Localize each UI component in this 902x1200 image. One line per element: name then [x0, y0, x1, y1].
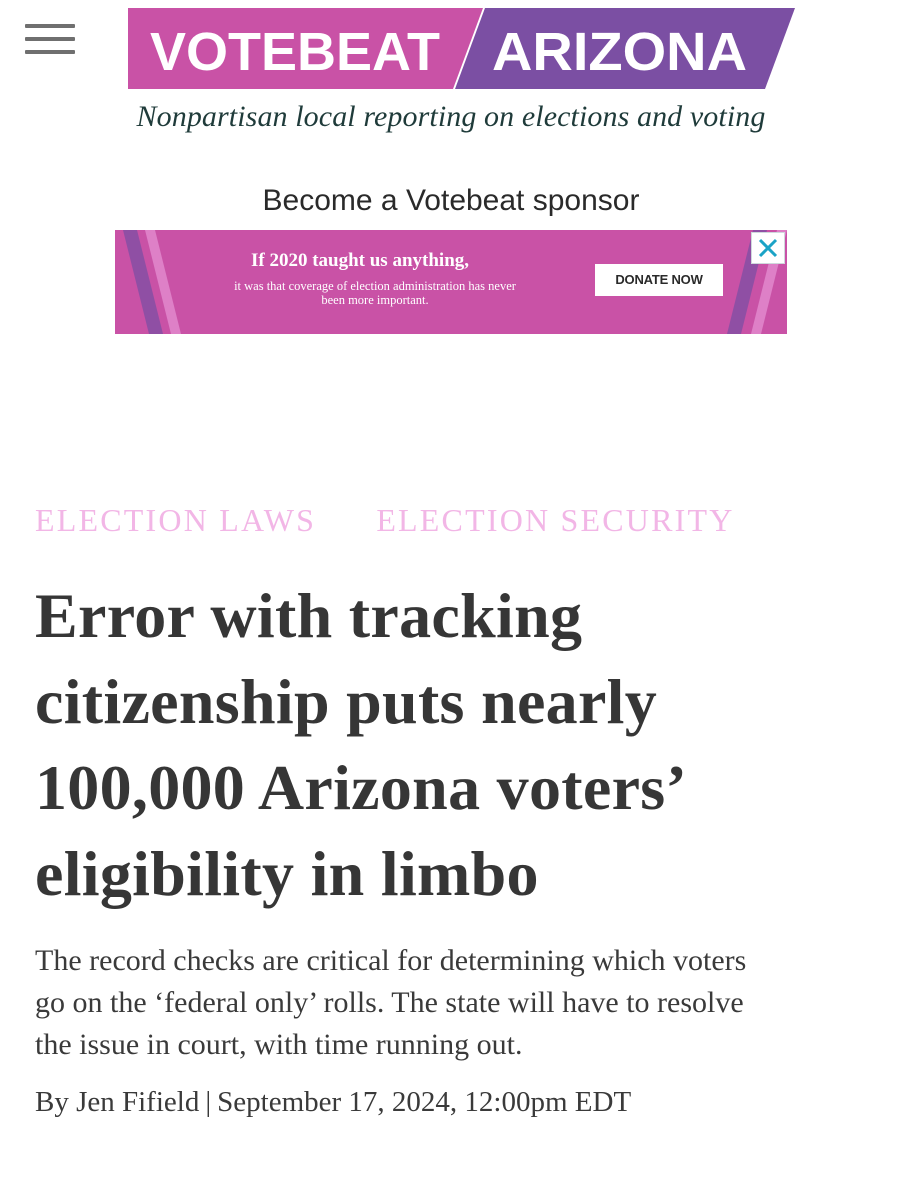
- dek-line: The record checks are critical for determining which voters: [35, 944, 747, 977]
- byline-separator: |: [205, 1086, 212, 1118]
- site-tagline: Nonpartisan local reporting on elections and voting: [136, 100, 766, 133]
- menu-bar: [25, 37, 75, 41]
- byline-author[interactable]: By Jen Fifield: [35, 1086, 200, 1118]
- headline-line: 100,000 Arizona voters’: [35, 752, 688, 823]
- dek-line: the issue in court, with time running out.: [35, 1028, 523, 1061]
- menu-bar: [25, 50, 75, 54]
- donate-now-button[interactable]: DONATE NOW: [595, 264, 723, 296]
- category-link-election-laws[interactable]: ELECTION LAWS: [35, 502, 317, 538]
- dek-line: go on the ‘federal only’ rolls. The state will have to resolve: [35, 986, 744, 1019]
- headline-line: eligibility in limbo: [35, 838, 539, 909]
- article-headline: [35, 573, 875, 917]
- logo-word-arizona: ARIZONA: [492, 22, 747, 82]
- ad-body-text: [175, 279, 575, 307]
- category-link-election-security[interactable]: ELECTION SECURITY: [376, 502, 735, 538]
- article-byline: [35, 1086, 875, 1119]
- donate-ad-banner[interactable]: [115, 230, 787, 334]
- ad-body-line: been more important.: [321, 293, 429, 307]
- ad-body-line: it was that coverage of election administration has never: [234, 279, 516, 293]
- menu-bar: [25, 24, 75, 28]
- sponsor-label: Become a Votebeat sponsor: [262, 184, 640, 217]
- headline-line: Error with tracking: [35, 580, 583, 651]
- logo-word-votebeat: VOTEBEAT: [150, 22, 441, 82]
- ad-headline: If 2020 taught us anything,: [250, 250, 470, 271]
- hamburger-menu-icon[interactable]: [25, 24, 75, 56]
- byline-date: September 17, 2024, 12:00pm EDT: [217, 1086, 632, 1118]
- close-icon[interactable]: [751, 232, 785, 264]
- article-categories: [35, 502, 875, 539]
- votebeat-arizona-logo[interactable]: [128, 8, 795, 89]
- headline-line: citizenship puts nearly: [35, 666, 658, 737]
- article-dek: [35, 940, 855, 1066]
